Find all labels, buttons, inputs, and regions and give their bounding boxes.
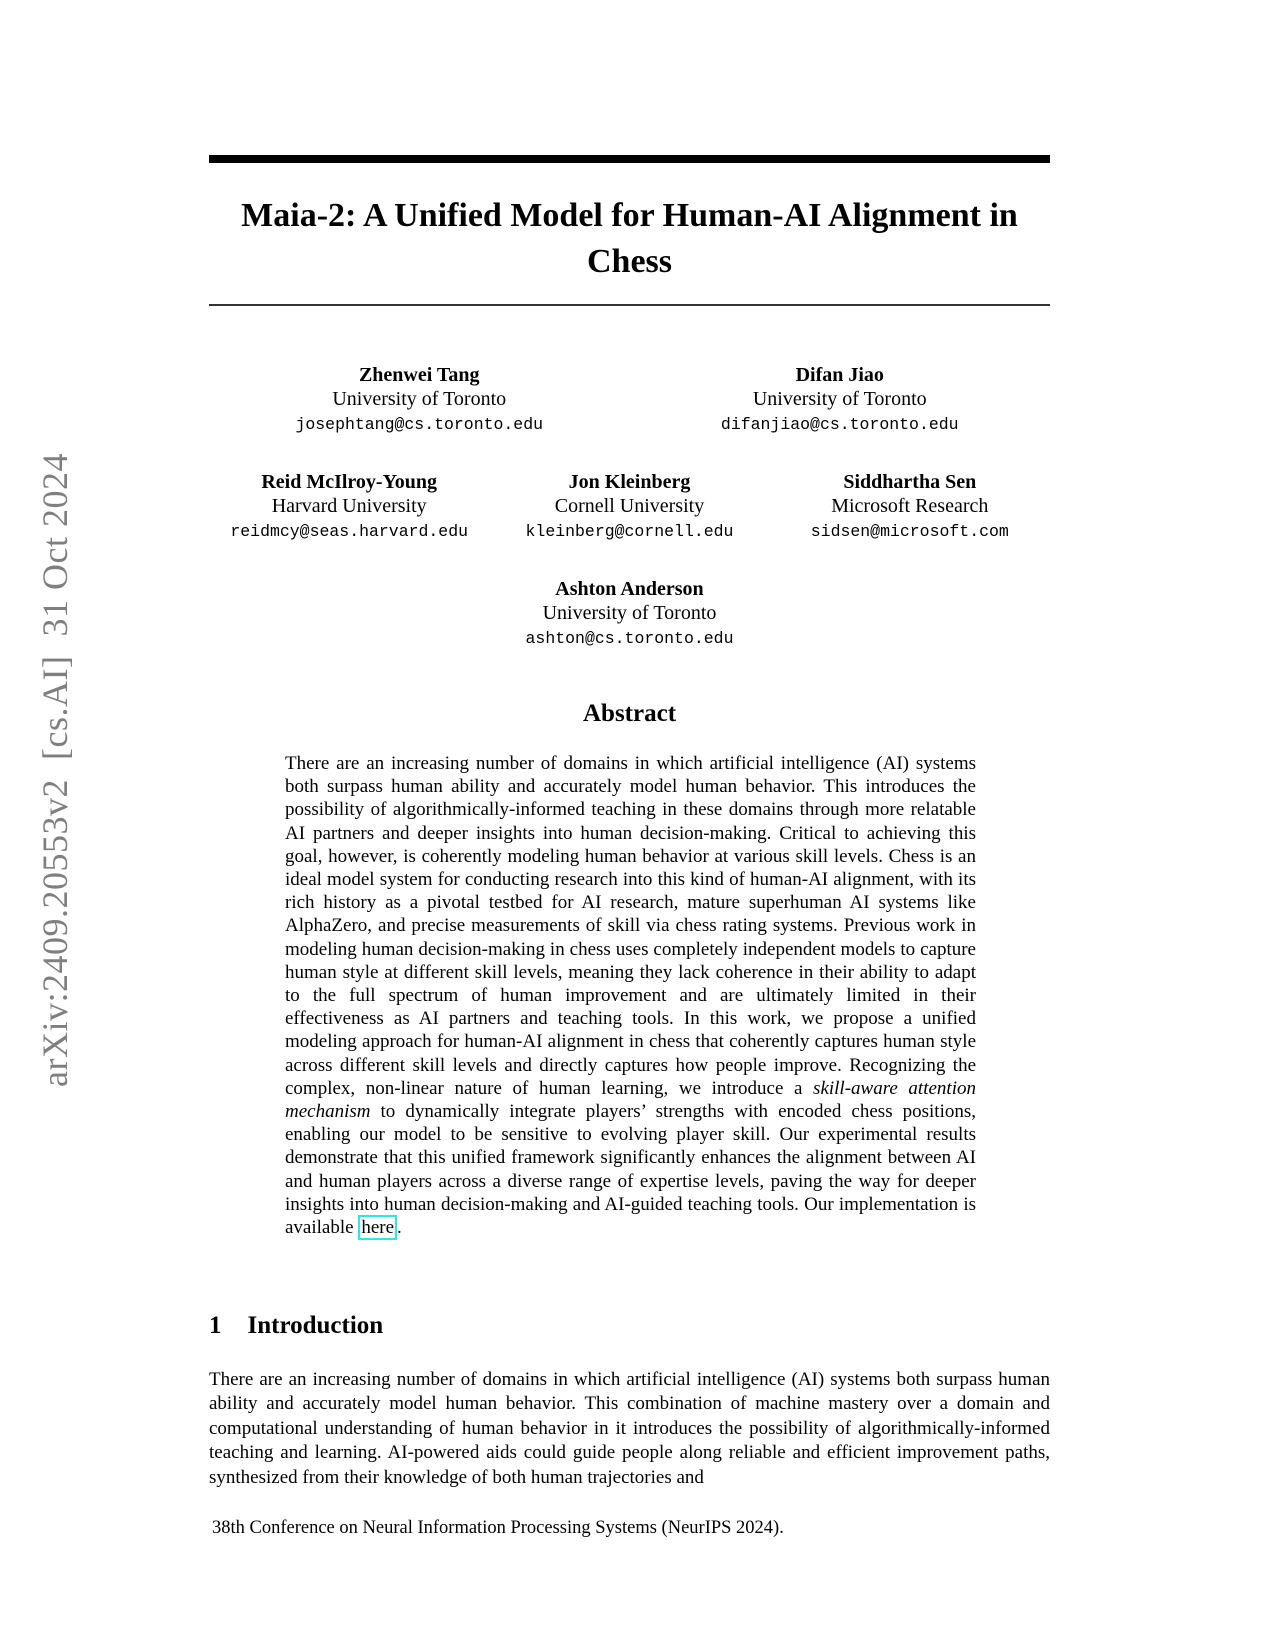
author-affiliation: Microsoft Research [831,495,989,517]
author-email: ashton@cs.toronto.edu [525,629,734,648]
arxiv-watermark: arXiv:2409.20553v2 [cs.AI] 31 Oct 2024 [35,453,75,1087]
author-name: Jon Kleinberg [568,471,691,493]
authors-section [209,363,1050,684]
section-number: 1 [209,1312,222,1339]
author-block-difan-jiao [630,363,1051,437]
abstract-part3: . [397,1217,402,1239]
author-block-jon-kleinberg [489,470,769,544]
abstract-text [285,752,976,1239]
title-rule-thin [209,304,1050,306]
author-block-ashton-anderson [377,577,882,651]
author-email: difanjiao@cs.toronto.edu [720,415,959,434]
paper-title [209,193,1050,285]
author-row-3 [209,577,1050,651]
author-email: josephtang@cs.toronto.edu [295,415,544,434]
abstract-italic-phrase: skill-aware attention mechanism [285,1077,976,1123]
abstract-part1: There are an increasing number of domains in which artificial intelligence (AI) systems both surpass human ability and accurately model human behavior. This introduces the possibility of algorithmically-informed teaching in these domains through more relatable AI partners and deeper insights into human decision-making. Critical to achieving this goal, however, is coherently modeling human behavior at various skill levels. Chess is an ideal model system for conducting research into this kind of human-AI alignment, with its rich history as a pivotal testbed for AI research, mature superhuman AI systems like AlphaZero, and precise measurements of skill via chess rating systems. Previous work in modeling human decision-making in chess uses completely independent models to capture human style at different skill levels, meaning they lack coherence in their ability to adapt to the full spectrum of human improvement and are ultimately limited in their effectiveness as AI partners and teaching tools. In this work, we propose a unified modeling approach for human-AI alignment in chess that coherently captures human style across different skill levels and directly captures how people improve. Recognizing the complex, non-linear nature of human learning, we introduce a [285,753,976,1099]
author-name: Ashton Anderson [555,578,704,600]
author-affiliation: Cornell University [554,495,705,517]
section-1-heading [209,1312,1050,1340]
section-title: Introduction [247,1312,384,1339]
implementation-here-link[interactable]: here [358,1215,397,1240]
author-block-reid-mcilroy-young [209,470,489,544]
abstract-heading: Abstract [582,700,677,727]
abstract-part2: to dynamically integrate players’ strengths with encoded chess positions, enabling our model to be sensitive to evolving player skill. Our experimental results demonstrate that this unified framework significantly enhances the alignment between AI and human players across a diverse range of expertise levels, paving the way for deeper insights into human decision-making and AI-guided teaching tools. Our implementation is available [285,1101,976,1239]
author-email: kleinberg@cornell.edu [525,522,734,541]
author-name: Siddhartha Sen [843,471,977,493]
introduction-paragraph: There are an increasing number of domains in which artificial intelligence (AI) systems both surpass human ability and accurately model human behavior. This combination of machine mastery over a domain and computational understanding of human behavior in it introduces the possibility of algorithmically-informed teaching and learning. AI-powered aids could guide people along reliable and efficient improvement paths, synthesized from their knowledge of both human trajectories and [209,1369,1050,1488]
author-affiliation: University of Toronto [542,602,717,624]
author-block-zhenwei-tang [209,363,630,437]
author-name: Zhenwei Tang [358,364,480,386]
paper-title-line1: Maia-2: A Unified Model for Human-AI Alignment in [241,197,1018,234]
author-row-2 [209,470,1050,544]
author-affiliation: University of Toronto [332,388,507,410]
paper-title-line2: Chess [586,243,673,280]
author-name: Reid McIlroy-Young [261,471,438,493]
title-rule-thick [209,155,1050,163]
author-email: reidmcy@seas.harvard.edu [230,522,469,541]
author-email: sidsen@microsoft.com [810,522,1009,541]
author-name: Difan Jiao [795,364,884,386]
author-block-siddhartha-sen [770,470,1050,544]
conference-footnote: 38th Conference on Neural Information Processing Systems (NeurIPS 2024). [212,1518,784,1538]
author-row-1 [209,363,1050,437]
author-affiliation: Harvard University [271,495,427,517]
author-affiliation: University of Toronto [752,388,927,410]
